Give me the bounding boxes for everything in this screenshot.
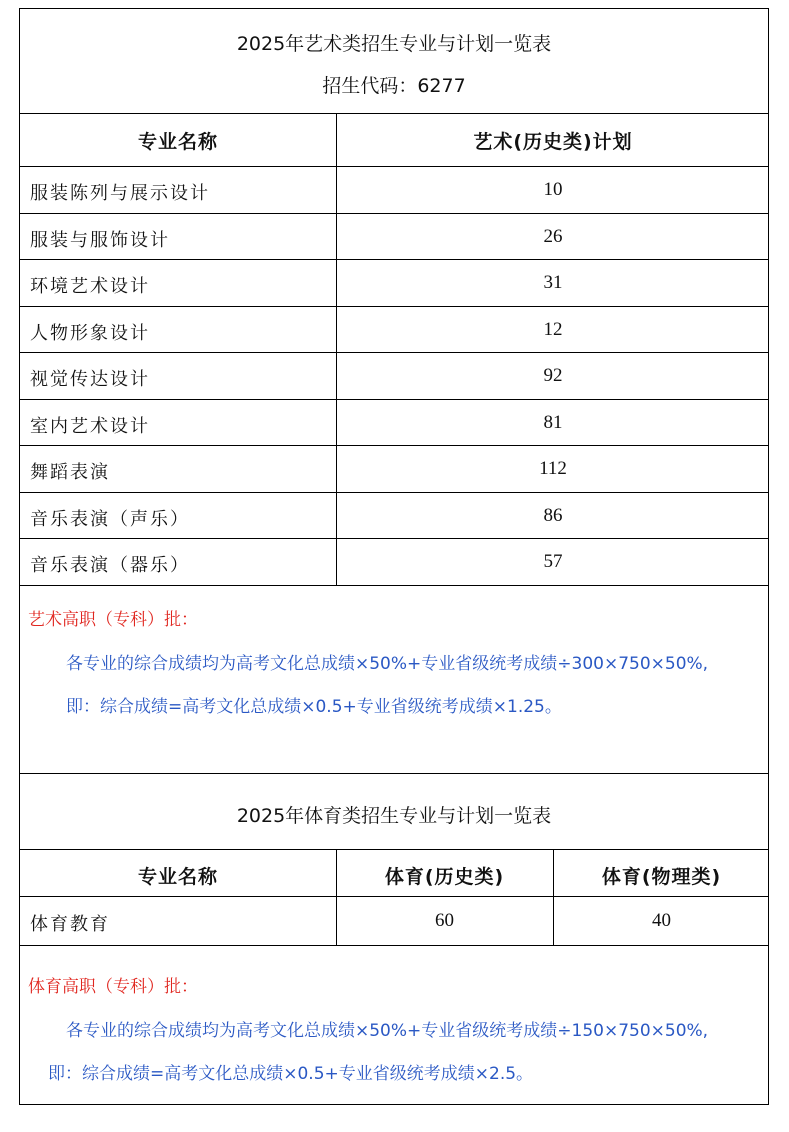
art-row-name: 舞蹈表演 <box>30 462 110 483</box>
divider <box>20 773 768 774</box>
row-divider <box>20 259 768 260</box>
art-row-name: 环境艺术设计 <box>30 276 150 297</box>
row-divider <box>20 306 768 307</box>
art-row-plan: 81 <box>543 411 563 433</box>
art-row-plan: 92 <box>543 365 563 386</box>
sport-row-name: 体育教育 <box>30 914 110 935</box>
row-divider <box>20 538 768 539</box>
divider <box>20 113 768 114</box>
row-divider <box>20 213 768 214</box>
row-divider <box>20 492 768 493</box>
divider <box>20 585 768 586</box>
art-note-title: 艺术高职（专科）批： <box>28 610 198 630</box>
art-row-name: 服装与服饰设计 <box>30 229 170 251</box>
column-divider <box>336 849 337 945</box>
art-row-name: 人物形象设计 <box>30 322 150 344</box>
sport-header-major: 专业名称 <box>137 866 218 888</box>
art-row-plan: 10 <box>543 179 563 200</box>
art-row-plan: 86 <box>543 504 563 526</box>
enrollment-sheet <box>19 8 769 1105</box>
sport-note-simplified: 即：综合成绩=高考文化总成绩×0.5+专业省级统考成绩×2.5。 <box>48 1064 534 1084</box>
art-row-plan: 112 <box>539 458 567 479</box>
divider <box>20 166 768 167</box>
row-divider <box>20 445 768 446</box>
row-divider <box>20 399 768 400</box>
art-row-name: 音乐表演（声乐） <box>30 508 190 530</box>
sport-table-title: 2025年体育类招生专业与计划一览表 <box>236 805 552 827</box>
art-row-plan: 26 <box>543 225 563 247</box>
art-row-plan: 57 <box>543 551 563 572</box>
art-row-name: 服装陈列与展示设计 <box>30 183 210 204</box>
sport-note-formula: 各专业的综合成绩均为高考文化总成绩×50%+专业省级统考成绩÷150×750×50%, <box>66 1021 709 1041</box>
column-divider <box>553 849 554 945</box>
sport-row-physics: 40 <box>652 910 671 931</box>
divider <box>20 945 768 946</box>
enrollment-code: 招生代码：6277 <box>322 75 466 97</box>
art-header-plan: 艺术(历史类)计划 <box>473 131 633 153</box>
art-table-title: 2025年艺术类招生专业与计划一览表 <box>236 33 552 55</box>
art-row-name: 音乐表演（器乐） <box>30 555 190 576</box>
art-header-major: 专业名称 <box>137 131 218 153</box>
art-row-plan: 31 <box>543 272 563 293</box>
divider <box>20 896 768 897</box>
sport-header-history: 体育(历史类) <box>384 866 505 888</box>
column-divider <box>336 113 337 585</box>
art-row-name: 室内艺术设计 <box>30 415 150 437</box>
art-note-formula: 各专业的综合成绩均为高考文化总成绩×50%+专业省级统考成绩÷300×750×50%, <box>66 654 709 674</box>
art-row-plan: 12 <box>543 318 563 340</box>
sport-row-history: 60 <box>435 910 454 931</box>
sport-note-title: 体育高职（专科）批： <box>28 977 198 997</box>
row-divider <box>20 352 768 353</box>
sport-header-physics: 体育(物理类) <box>601 866 722 888</box>
divider <box>20 849 768 850</box>
art-note-simplified: 即：综合成绩=高考文化总成绩×0.5+专业省级统考成绩×1.25。 <box>66 697 562 717</box>
art-row-name: 视觉传达设计 <box>30 369 150 390</box>
